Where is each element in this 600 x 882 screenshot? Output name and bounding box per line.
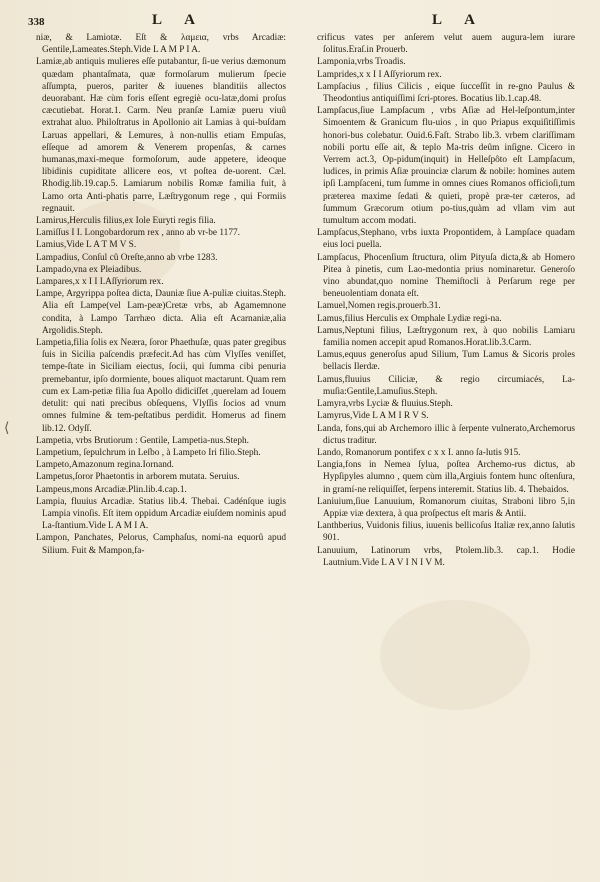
dictionary-entry: Lamirus,Herculis filius,ex Iole Euryti regis filia. <box>36 216 216 227</box>
dictionary-entry: Lampſacus,ſiue Lampſacum , vrbs Aſiæ ad Hel-leſpontum,inter Simoentem & Granicum flu-uios , in quo Priapus exquiſitiſſimis honori-bus colebatur. Ouid.6.Faſt. Strabo lib.3. vrbem clariſſimam nobili portu eſſe ait, & teplo Ma-tris deûm inſigne. Cicero in Verrem act.3, Op-pidum(inquit) in Helleſpôto eſt Lampſacum, ludices, in primis Aſiæ prouinciæ clarum & nobile: homines autem ipſi Lampſaceni, tum ſumme in omnes ciues Romanos officioſi,tum præterea maxime ſedati & quieti, propè præ-ter cæteros, ad ſummum Græcorum otium po-tius,quàm ad vllam vim aut tumultum accom modati. <box>317 106 575 227</box>
paper-stain <box>380 600 530 710</box>
dictionary-entry: Lampetia, vrbs Brutiorum : Gentile, Lampetia-nus.Steph. <box>36 435 250 446</box>
dictionary-entry: Lamus,equus generoſus apud Silium, Tum Lamus & Sicoris proles bellacis Ilerdæ. <box>317 350 575 373</box>
dictionary-entry: Lanuuium, Latinorum vrbs, Ptolem.lib.3. cap.1. Hodie Lautnium.Vide L A V I N I V M. <box>317 545 575 568</box>
dictionary-entry: Lampares,x x I I I.Aſſyriorum rex. <box>36 277 164 288</box>
dictionary-entry: Lamyra,vrbs Lyciæ & fluuius.Steph. <box>317 399 453 410</box>
running-header <box>20 12 580 32</box>
dictionary-entry: Lamus,Neptuni filius, Læſtrygonum rex, à quo nobilis Lamiaru familia nomen accepit apud Romanos.Horat.lib.3.Carm. <box>317 325 575 349</box>
dictionary-entry: Lampſacus,Stephano, vrbs iuxta Propontidem, à Lampſace quadam eius loci puella. <box>317 228 575 251</box>
right-column <box>317 32 575 569</box>
right-heading: L A <box>432 12 485 28</box>
dictionary-entry: crificus vates per anſerem velut auem augura-lem iurare ſolitus.Eraſ.in Prouerb. <box>317 33 575 56</box>
dictionary-entry: Lamius,Vide L A T M V S. <box>36 240 137 251</box>
dictionary-entry: Lampe, Argyrippa poſtea dicta, Dauniæ ſiue A-puliæ ciuitas.Steph. Alia eſt Lampe(vel Lam-peæ)Cretæ vrbs, ab Agamemnone condita, à Lampo Tarrhæo dicta. Alia eſt Acarnaniæ,alia Argolidis.Steph. <box>36 289 286 336</box>
dictionary-entry: Lampetus,ſoror Phaetontis in arborem mutata. Seruius. <box>36 472 240 483</box>
dictionary-entry: Lampeus,mons Arcadiæ.Plin.lib.4.cap.1. <box>36 484 187 495</box>
dictionary-entry: Lamprides,x x I I Aſſyriorum rex. <box>317 69 442 80</box>
dictionary-entry: Lamiſſus I I. Longobardorum rex , anno ab vr-be 1177. <box>36 228 240 239</box>
dictionary-entry: Laniuium,ſiue Lanuuium, Romanorum ciuitas, Straboni libro 5,in Appiæ viæ dextera, à qua proſpectus eſt maris & Antii. <box>317 496 575 519</box>
dictionary-entry: Lamus,filius Herculis ex Omphale Lydiæ regi-na. <box>317 313 502 324</box>
dictionary-entry: Lampon, Panchates, Pelorus, Camphaſus, nomi-na equorû apud Silium. Fuit & Mampon,fa- <box>36 533 286 556</box>
left-column <box>36 32 286 557</box>
dictionary-entry: Landa, fons,qui ab Archemoro illic à ſerpente vulnerato,Archemorus dictus traditur. <box>317 423 575 446</box>
dictionary-entry: Lamponia,vrbs Troadis. <box>317 57 406 68</box>
left-heading: L A <box>152 12 205 28</box>
dictionary-entry: Lamus,fluuius Ciliciæ, & regio circumiacés, La-muſia:Gentile,Lamuſius.Steph. <box>317 374 575 397</box>
dictionary-entry: Lampſacus, Phocenſium ſtructura, olim Pityuſa dicta,& ab Homero Pitea à pinetis, cum Lao-medontia prius nominaretur. Generoſo vino abundat,quo nomine Themiſtocli à Perſarum rege per beneuolentiam donata eſt. <box>317 252 575 300</box>
dictionary-entry: Lampſacius , filius Cilicis , eique ſucceſſit in re-gno Paulus & Theodontius antiquiſſimi ſcri-ptores. Bocatius lib.1.cap.48. <box>317 81 575 105</box>
dictionary-entry: Lampia, fluuius Arcadiæ. Statius lib.4. Thebai. Cadénſque iugis Lampia vinoſis. Eſt item oppidum Arcadiæ eiuſdem nominis apud La-ſtantium.Vide L A M I A. <box>36 496 287 532</box>
dictionary-entry: Lamiæ,ab antiquis mulieres eſſe putabantur, ſi-ue verius dæmonum quædam phantaſmata, quæ formoſarum mulierum ſpecie aſſumpta, pueros, pariter & iuuenes blanditiis allectos deuorabant. Hæ cùm foris eſſent egregiè ocu-latæ,domi proſus cæcutiebat. Horat.1. Carm. Neu pranſæ Lamiæ pueru viuû extrahat aluo. Philoſtratus in Apollonio ait Lamias à qui-buſdam Laruas appellari, & Lemures, à non-nullis etiam Empuſas, eſſeque ad amorem & Venerem propenſas, & carnes humanas,maxi-meque formoſorum, aude appetere, ideoque libidinis cupiditate allicere eos, vt poſtea de-uorent. Cæl. Rhodig.lib.19.cap.5. Lamiarum nobilis Romæ familia fuit, à Lamo orta Anti-phatis parre, Læſtrygonum rege , qui Formiis regnauit. <box>36 57 286 214</box>
dictionary-entry: Lamuel,Nomen regis.prouerb.31. <box>317 301 441 312</box>
dictionary-entry: Lamyrus,Vide L A M I R V S. <box>317 411 429 422</box>
dictionary-entry: Lampetium, ſepulchrum in Leſbo , à Lampeto Iri filio.Steph. <box>36 447 261 458</box>
margin-bracket-mark: ⟨ <box>4 421 10 436</box>
dictionary-entry: Lanthberius, Vuidonis filius, iuuenis bellicoſus Italiæ rex,anno ſalutis 901. <box>317 521 575 544</box>
dictionary-entry: Lampado,vna ex Pleiadibus. <box>36 264 142 275</box>
dictionary-entry: Lando, Romanorum pontifex c x x I. anno ſa-lutis 915. <box>317 447 521 458</box>
dictionary-entry: niæ, & Lamiotæ. Eſt & λαμεια, vrbs Arcadiæ: Gentile,Lameates.Steph.Vide L A M P I A. <box>36 33 286 56</box>
page-number: 338 <box>28 16 45 28</box>
dictionary-entry: Lampeto,Amazonum regina.Iornand. <box>36 460 174 471</box>
dictionary-entry: Langia,fons in Nemea ſylua, poſtea Archemo-rus dictus, ab Hypſipyles alumno , quem cùm illa,Argiuis fontem hunc oſtenſura, in gramí-ne reliquiſſet, ſerpens interemit. Statius lib. 4. Thebaidos. <box>317 460 575 495</box>
dictionary-entry: Lampadius, Conſul cû Oreſte,anno ab vrbe 1283. <box>36 252 218 263</box>
dictionary-entry: Lampetia,filia ſolis ex Neæra, ſoror Phaethuſæ, quas pater gregibus ſuis in Sicilia paſcendis præfecit.Ad has cùm Vlyſſes veniſſet, tempe-ſtate in Siciliam eiectus, ſocii, qui ſumma cibi penuria premebantur, ipſo dormiente, boues aliquot mactarunt. Quam rem cum ex Lam-petiæ filia ſua Apollo didiciſſet ,querelam ad Iouem detulit: qui nati precibus obſequens, Vlyſſis ſocios ad vnum omnes fulmine & tem-peſtatibus perdidit. Homerus ad finem lib.12. Odyſſ. <box>36 338 286 434</box>
